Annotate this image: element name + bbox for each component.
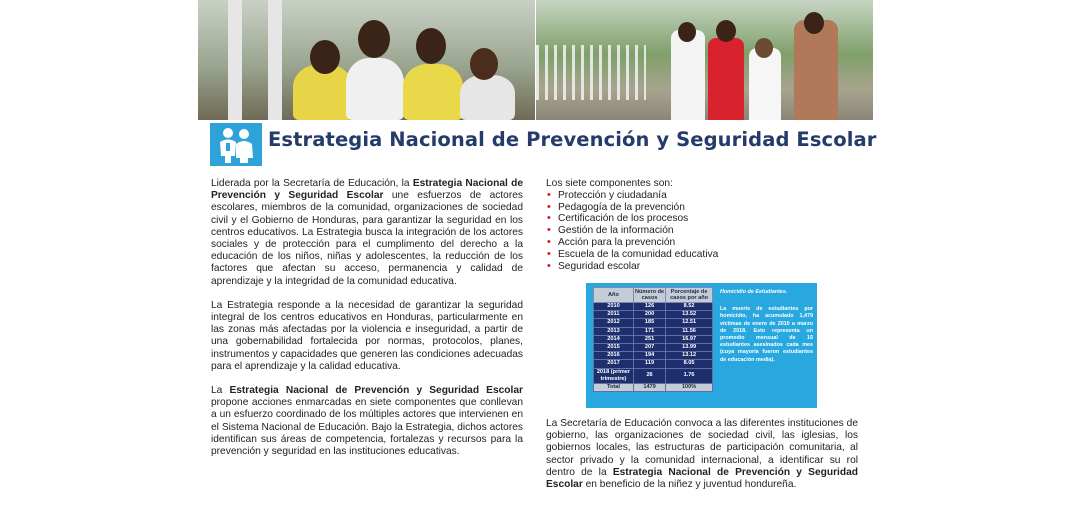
adult-figure (708, 38, 744, 120)
list-item: • Escuela de la comunidad educativa (546, 249, 866, 261)
paragraph-text: une esfuerzos de actores escolares, miembros de la comunidad, organizaciones de sociedad civil y el Gobierno de Honduras, para garantizar la seguridad en los centros educativos. La Estrategia busca la integración de los actores sociales y de protección para el cumplimento del derecho a la educación de los niños, niñas y adolescentes, la reducción de los factores que afectan su acceso, permanencia y calidad de aprendizaje y la integridad de la comunidad educativa. (211, 190, 524, 287)
homicide-stats-box (586, 283, 817, 408)
column-pillar (228, 0, 242, 120)
paragraph-text: La Secretaría de Educación convoca a las diferentes instituciones de gobierno, las organizaciones de sociedad civil, las iglesias, los gobiernos locales, las estructuras de participación comunitaria, al sector privado y la comunidad internacional, a identificar su rol dentro de la (546, 418, 858, 478)
student-figure (470, 48, 498, 80)
list-item: • Acción para la prevención (546, 237, 866, 249)
table-cell: 1.76 (666, 368, 713, 383)
column-header: Número de casos (634, 289, 665, 301)
school-fence (536, 45, 646, 100)
table-cell: 2018 (primer trimestre) (594, 368, 634, 383)
adult-figure (716, 20, 736, 42)
table-cell: 207 (633, 344, 665, 352)
table-cell: 119 (633, 360, 665, 368)
components-list (546, 178, 866, 272)
student-figure (358, 20, 390, 58)
student-figure (678, 22, 696, 42)
table-cell: 11.56 (666, 327, 713, 335)
student-figure (416, 28, 446, 64)
adult-figure (804, 12, 824, 34)
table-cell: 194 (633, 352, 665, 360)
table-cell: 100% (666, 384, 713, 392)
student-figure (346, 58, 404, 120)
list-item: • Protección y ciudadanía (546, 190, 866, 202)
table-cell: 16.97 (666, 335, 713, 343)
table-row (594, 327, 713, 335)
table-cell: 2014 (594, 335, 634, 343)
column-header: Porcentaje de casos por año (666, 288, 713, 303)
student-figure (671, 30, 705, 120)
note-title: Homicidio de Estudiantes. (720, 289, 788, 295)
paragraph-text: Liderada por la Secretaría de Educación, la (211, 178, 413, 189)
table-cell: 26 (633, 368, 665, 383)
paragraph-text: La (211, 385, 230, 397)
student-figure (755, 38, 773, 58)
components-paragraph (211, 385, 523, 458)
table-cell: 251 (633, 335, 665, 343)
student-figure (460, 75, 515, 120)
table-row (594, 344, 713, 352)
table-cell: 8.05 (666, 360, 713, 368)
call-to-action-paragraph (546, 418, 858, 491)
adult-figure (794, 20, 838, 120)
student-figure (749, 48, 781, 120)
table-cell: 8.52 (666, 303, 713, 311)
list-item: • Seguridad escolar (546, 261, 866, 273)
table-cell: 126 (633, 303, 665, 311)
table-row (594, 335, 713, 343)
school-walk-photo (536, 0, 873, 120)
left-column (211, 178, 523, 470)
paragraph-text: en beneficio de la niñez y juventud hondureña. (582, 479, 797, 491)
strategy-name-bold: Estrategia Nacional de Prevención y Seguridad Escolar (229, 385, 523, 397)
student-figure (403, 64, 463, 120)
list-item: • Gestión de la información (546, 225, 866, 237)
need-paragraph: La Estrategia responde a la necesidad de garantizar la seguridad integral de los centros educativos en Honduras, particularmente en las zonas más afectadas por la violencia e inseguridad, a partir de una gobernabilidad fortalecida por normas, protocolos, planes, instrumentos y capacidades que generen las condiciones adecuadas para el aprendizaje y la calidad educativa. (211, 299, 523, 372)
table-row (594, 311, 713, 319)
table-header-row (594, 288, 713, 303)
strategy-name-bold: Estrategia Nacional de Prevención y Seguridad Escolar (211, 178, 523, 202)
table-row (594, 368, 713, 383)
students-group-photo (198, 0, 535, 120)
column-header: Año (594, 288, 634, 303)
table-cell: 171 (633, 327, 665, 335)
table-cell: 2011 (594, 311, 634, 319)
components-heading: Los siete componentes son: (546, 178, 673, 189)
table-cell: 200 (633, 311, 665, 319)
table-cell: 2016 (594, 352, 634, 360)
table-cell: 12.51 (666, 319, 713, 327)
list-item: • Pedagogía de la prevención (546, 202, 866, 214)
table-cell: 2017 (594, 360, 634, 368)
header-photo-banner (198, 0, 873, 120)
homicide-table (593, 287, 713, 392)
table-cell: Total (594, 384, 634, 392)
list-item: • Certificación de los procesos (546, 213, 866, 225)
page-title: Estrategia Nacional de Prevención y Seguridad Escolar (268, 128, 877, 151)
table-cell: 2015 (594, 344, 634, 352)
table-cell: 13.52 (666, 311, 713, 319)
column-pillar (268, 0, 282, 120)
table-total-row (594, 384, 713, 392)
strategy-name-bold: Estrategia Nacional de Prevención y Seguridad Escolar (546, 466, 859, 491)
table-row (594, 352, 713, 360)
students-icon (210, 123, 262, 166)
intro-paragraph (211, 178, 523, 288)
table-cell: 2010 (594, 303, 634, 311)
note-body: La muerte de estudiantes por homicidio, ha acumulado 1,479 víctimas de enero de 2010 a marzo de 2018. Esto representa un promedio mensual de 15 estudiantes asesinados cada mes (cuya mayoría fueron estudiantes de educación media). (720, 306, 813, 363)
homicide-note (720, 289, 813, 364)
table-cell: 13.12 (666, 352, 713, 360)
table-cell: 13.99 (666, 344, 713, 352)
table-cell: 185 (633, 319, 665, 327)
table-row (594, 319, 713, 327)
table-cell: 2012 (594, 319, 634, 327)
table-cell: 1479 (633, 384, 665, 392)
table-cell: 2013 (594, 327, 634, 335)
table-row (594, 303, 713, 311)
paragraph-text: propone acciones enmarcadas en siete componentes que conllevan a un esfuerzo coordinado de los múltiples actores que intervienen en el Sistema Nacional de Educación. Bajo la Estrategia, dichos actores identifican sus áreas de competencia, fortalezas y recursos para la prevención y seguridad en las instituciones educativas. (211, 397, 523, 458)
table-row (594, 360, 713, 368)
student-figure (310, 40, 340, 74)
